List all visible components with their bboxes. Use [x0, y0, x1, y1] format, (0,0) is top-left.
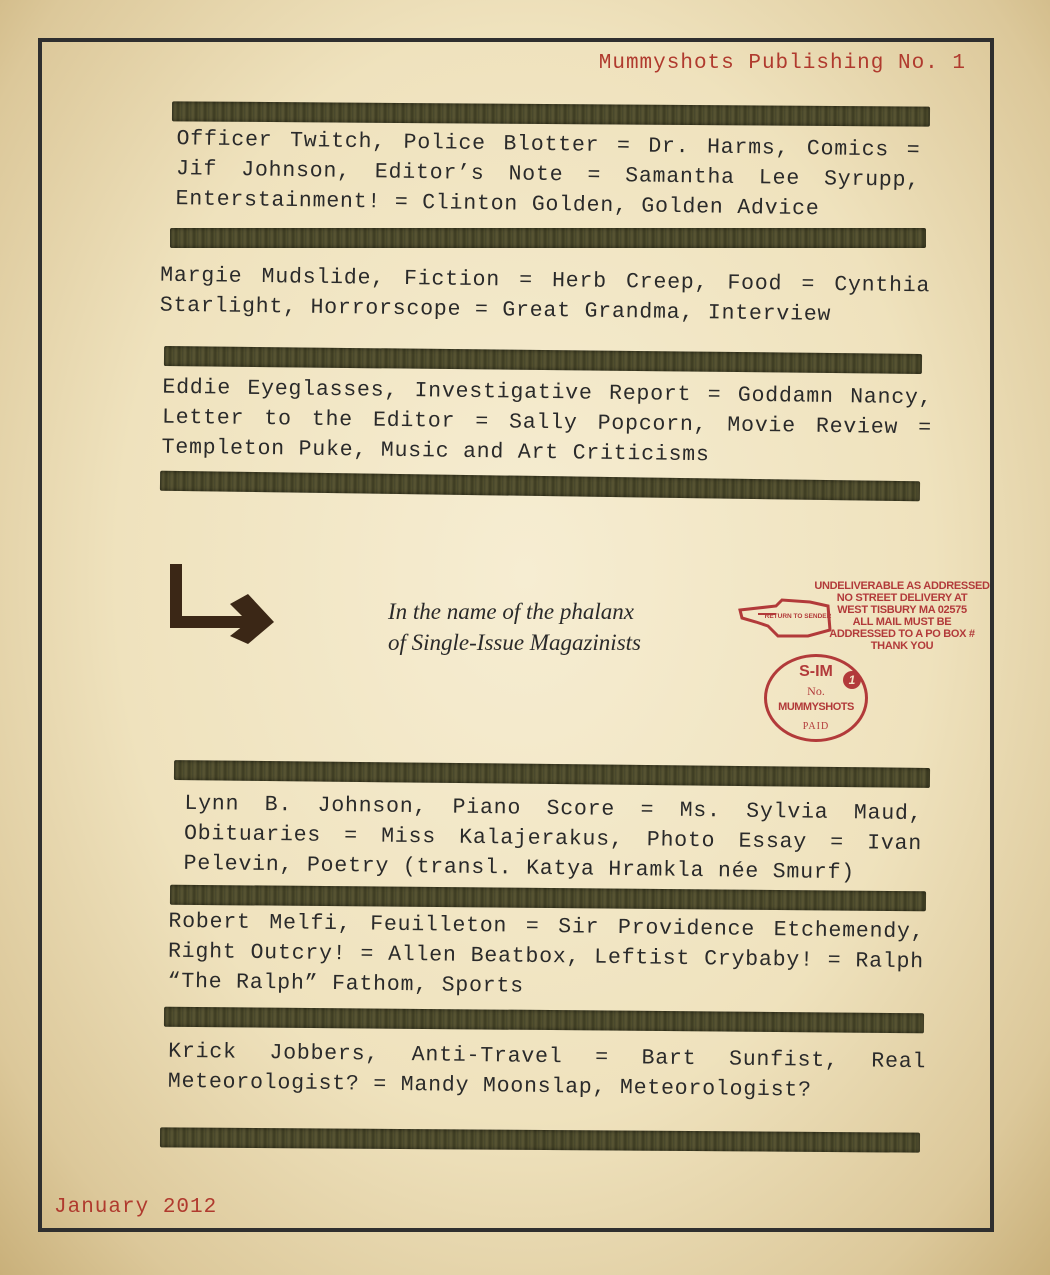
- hand-label: RETURN TO SENDER: [764, 613, 832, 620]
- stamp-notice: UNDELIVERABLE AS ADDRESSED NO STREET DELIVERY AT WEST TISBURY MA 02575 ALL MAIL MUST BE ADDRESSED TO A PO BOX # THANK YOU: [814, 580, 990, 652]
- credits-entry: Krick Jobbers, Anti-Travel = Bart Sunfist, Real Meteorologist? = Mandy Moonslap, Meteorologist?: [167, 1039, 927, 1103]
- corner-arrow-icon: [166, 564, 278, 644]
- divider-bar: [170, 228, 926, 248]
- credits-entry: Margie Mudslide, Fiction = Herb Creep, Food = Cynthia Starlight, Horrorscope = Great Grandma, Interview: [159, 263, 931, 327]
- seal-title: S-IM: [799, 663, 833, 680]
- seal-no: No.: [807, 684, 825, 698]
- credits-entry: Lynn B. Johnson, Piano Score = Ms. Sylvia Maud, Obituaries = Miss Kalajerakus, Photo Essay = Ivan Pelevin, Poetry (transl. Katya Hramkla née Smurf): [183, 791, 923, 886]
- credits-entry: Officer Twitch, Police Blotter = Dr. Harms, Comics = Jif Johnson, Editor’s Note = Samantha Lee Syrupp, Enterstainment! = Clinton Golden, Golden Advice: [175, 127, 921, 222]
- seal-paid: PAID: [802, 721, 830, 732]
- credits-entry: Eddie Eyeglasses, Investigative Report = Goddamn Nancy, Letter to the Editor = Sally Popcorn, Movie Review = Templeton Puke, Music and Art Criticisms: [161, 375, 933, 468]
- seal-name: MUMMYSHOTS: [778, 701, 854, 713]
- tagline: [388, 596, 641, 658]
- tagline-line-1: In the name of the phalanx: [388, 599, 634, 624]
- tagline-line-2: of Single-Issue Magazinists: [388, 630, 641, 655]
- credits-entry: Robert Melfi, Feuilleton = Sir Providence Etchemendy, Right Outcry! = Allen Beatbox, Leftist Crybaby! = Ralph “The Ralph” Fathom, Sports: [167, 909, 925, 999]
- seal-number: 1: [843, 671, 861, 689]
- issue-date: January 2012: [54, 1196, 218, 1219]
- publisher-header: Mummyshots Publishing No. 1: [598, 52, 966, 75]
- postal-stamp: [716, 578, 996, 753]
- mummyshots-seal: [764, 654, 868, 742]
